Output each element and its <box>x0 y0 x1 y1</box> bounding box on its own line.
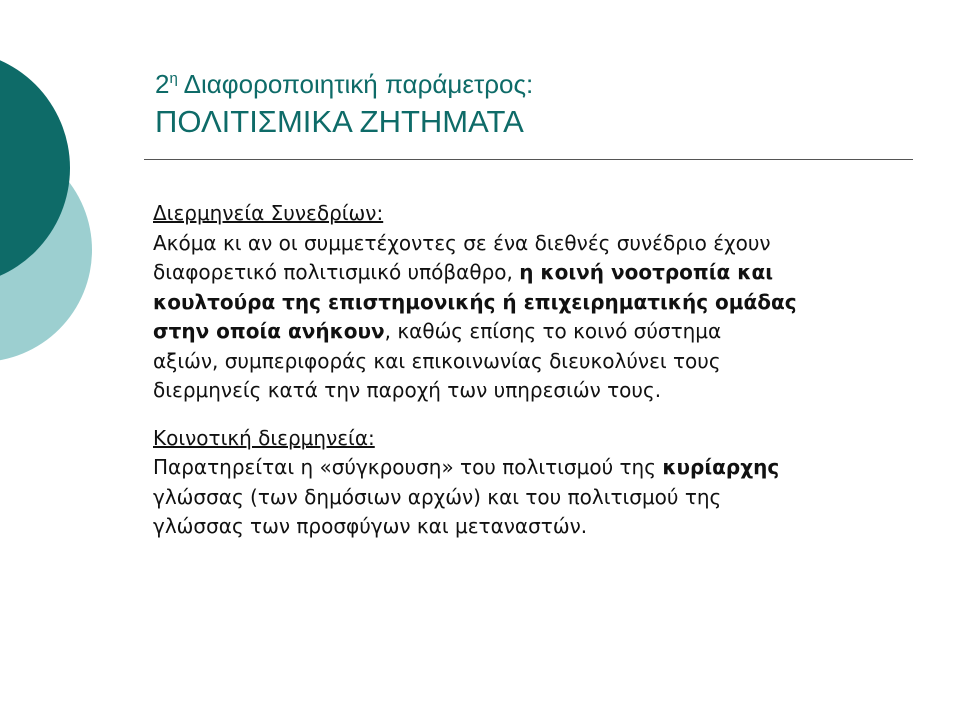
section-paragraph <box>153 229 923 406</box>
text-run: , καθώς επίσης το κοινό σύστημα <box>384 319 722 343</box>
section-paragraph <box>153 453 923 542</box>
paragraph-line <box>153 483 923 513</box>
bold-text-run: κουλτούρα της επιστημονικής ή επιχειρηματικής ομάδας <box>153 289 797 314</box>
title-line-2: ΠΟΛΙΤΙΣΜΙΚΑ ΖΗΤΗΜΑΤΑ <box>155 104 524 139</box>
paragraph-line <box>153 229 923 259</box>
section-conference-interpreting <box>153 199 923 406</box>
slide-body <box>153 199 923 560</box>
text-run: διερμηνείς κατά την παροχή των υπηρεσιών τους. <box>153 378 662 402</box>
section-heading: Κοινοτική διερμηνεία: <box>153 425 375 450</box>
text-run: διαφορετικό πολιτισμικό υπόβαθρο, <box>153 260 520 284</box>
title-text: Διαφοροποιητική παράμετρος: <box>177 69 534 99</box>
paragraph-line <box>153 258 923 288</box>
bold-text-run: κυρίαρχης <box>662 455 780 479</box>
paragraph-line <box>153 317 923 347</box>
text-run: Παρατηρείται η «σύγκρουση» του πολιτισμού της <box>153 455 663 479</box>
paragraph-line <box>153 512 923 542</box>
text-run: γλώσσας (των δημόσιων αρχών) και του πολιτισμού της <box>153 484 722 509</box>
paragraph-line <box>153 288 923 318</box>
text-run: γλώσσας των προσφύγων και μεταναστών. <box>153 514 588 538</box>
paragraph-line <box>153 376 923 406</box>
title-line-1 <box>155 66 915 102</box>
bold-text-run: στην οποία ανήκουν <box>153 319 385 343</box>
title-superscript: η <box>169 70 178 87</box>
paragraph-line <box>153 453 923 483</box>
text-run: αξιών, συμπεριφοράς και επικοινωνίας διευκολύνει τους <box>153 348 721 373</box>
title-divider <box>144 159 913 160</box>
section-heading: Διερμηνεία Συνεδρίων: <box>153 201 384 225</box>
slide-title <box>155 66 915 142</box>
title-number: 2 <box>155 69 170 99</box>
section-community-interpreting <box>153 424 923 542</box>
text-run: Ακόμα κι αν οι συμμετέχοντες σε ένα διεθνές συνέδριο έχουν <box>153 230 771 255</box>
paragraph-line <box>153 347 923 377</box>
bold-text-run: η κοινή νοοτροπία και <box>519 260 773 284</box>
